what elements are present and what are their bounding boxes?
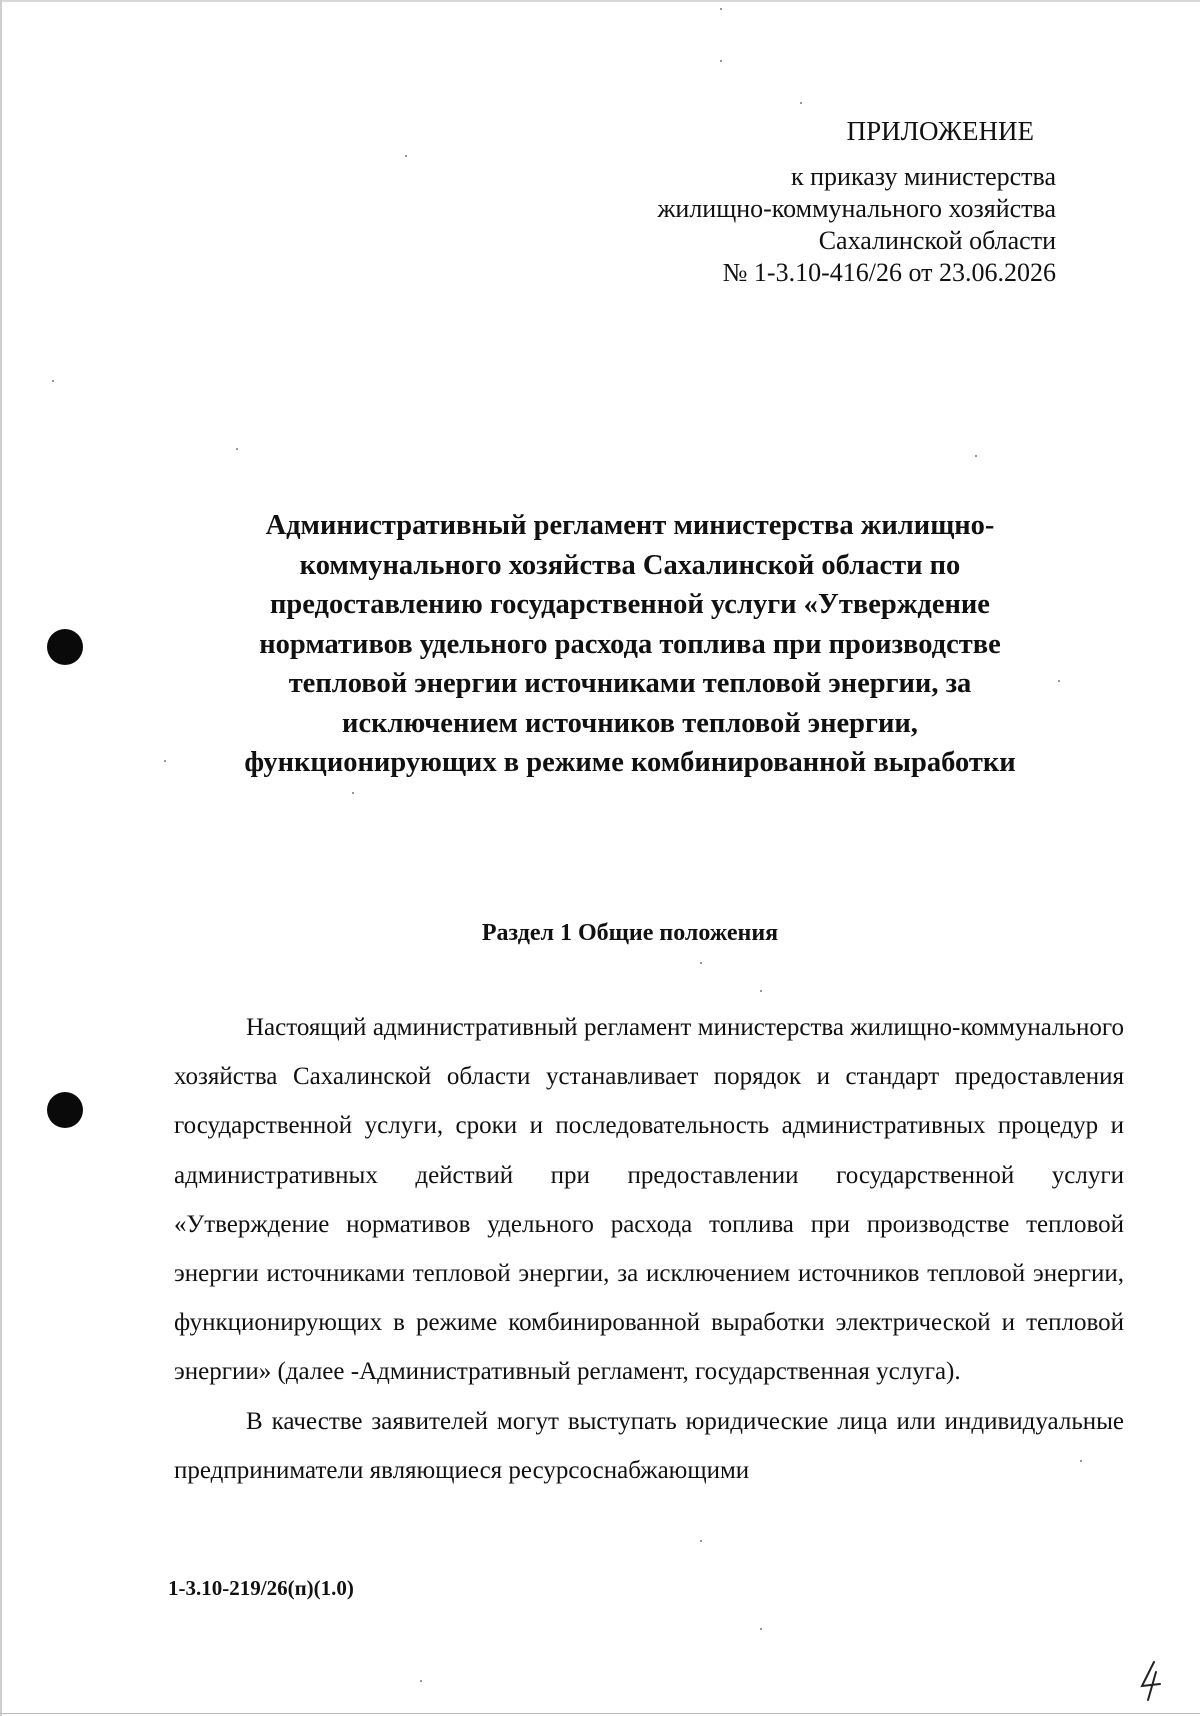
paragraph: В качестве заявителей могут выступать юридические лица или индивидуальные предприниматели являющиеся ресурсоснабжающими [174, 1407, 1124, 1484]
title-line: функционирующих в режиме комбинированной выработки [244, 747, 1016, 778]
scan-edge-bottom [0, 1713, 1200, 1714]
scan-speck [352, 792, 354, 794]
scan-speck [720, 60, 722, 62]
punch-hole-top [47, 629, 83, 665]
scan-edge-top [0, 0, 1200, 2]
title-line: нормативов удельного расхода топлива при производстве [259, 628, 1001, 660]
document-title [170, 506, 1090, 783]
annex-line: жилищно-коммунального хозяйства [657, 194, 1056, 223]
scan-speck [1080, 1460, 1082, 1462]
annex-line: к приказу министерства [791, 162, 1056, 191]
annex-title: ПРИЛОЖЕНИЕ [846, 116, 1034, 146]
title-line: коммунального хозяйства Сахалинской области по [299, 549, 961, 581]
scan-speck [405, 155, 407, 157]
annex-order-number: № 1-3.10-416/26 от 23.06.2026 [722, 258, 1056, 287]
title-line: тепловой энергии источниками тепловой энергии, за [288, 668, 972, 699]
document-code: 1-3.10-219/26(п)(1.0) [168, 1576, 354, 1600]
punch-hole-bottom [47, 1092, 83, 1128]
scan-speck [760, 1628, 762, 1630]
scan-speck [975, 455, 977, 457]
annex-block [657, 115, 1056, 289]
scan-speck [1058, 680, 1060, 682]
scan-speck [760, 990, 762, 992]
title-line: Административный регламент министерства жилищно- [265, 510, 995, 541]
paragraph: Настоящий административный регламент министерства жилищно-коммунального хозяйства Сахалинской области устанавливает порядок и стандарт предоставления государственной услуги, сроки и последовательность административных процедур и административных действий при предоставлении государственной услуги «Утверждение нормативов удельного расхода топлива при производстве тепловой энергии источниками тепловой энергии, за исключением источников тепловой энергии, функционирующих в режиме комбинированной выработки электрической и тепловой энергии» (далее -Административный регламент, государственная услуга). [174, 1014, 1124, 1386]
scan-speck [52, 380, 54, 382]
scan-speck [720, 8, 722, 10]
body-text [174, 1003, 1124, 1495]
handwritten-page-mark [1136, 1658, 1166, 1702]
scan-speck [800, 102, 802, 104]
scan-speck [420, 1680, 422, 1682]
scan-speck [700, 962, 702, 964]
scan-speck [700, 1540, 702, 1542]
title-line: предоставлению государственной услуги «Утверждение [270, 589, 990, 620]
scan-speck [236, 448, 238, 450]
section-heading: Раздел 1 Общие положения [481, 920, 779, 946]
scan-edge-left [0, 0, 2, 1716]
title-line: исключением источников тепловой энергии, [342, 707, 918, 739]
annex-line: Сахалинской области [818, 226, 1056, 255]
scan-speck [164, 760, 166, 762]
